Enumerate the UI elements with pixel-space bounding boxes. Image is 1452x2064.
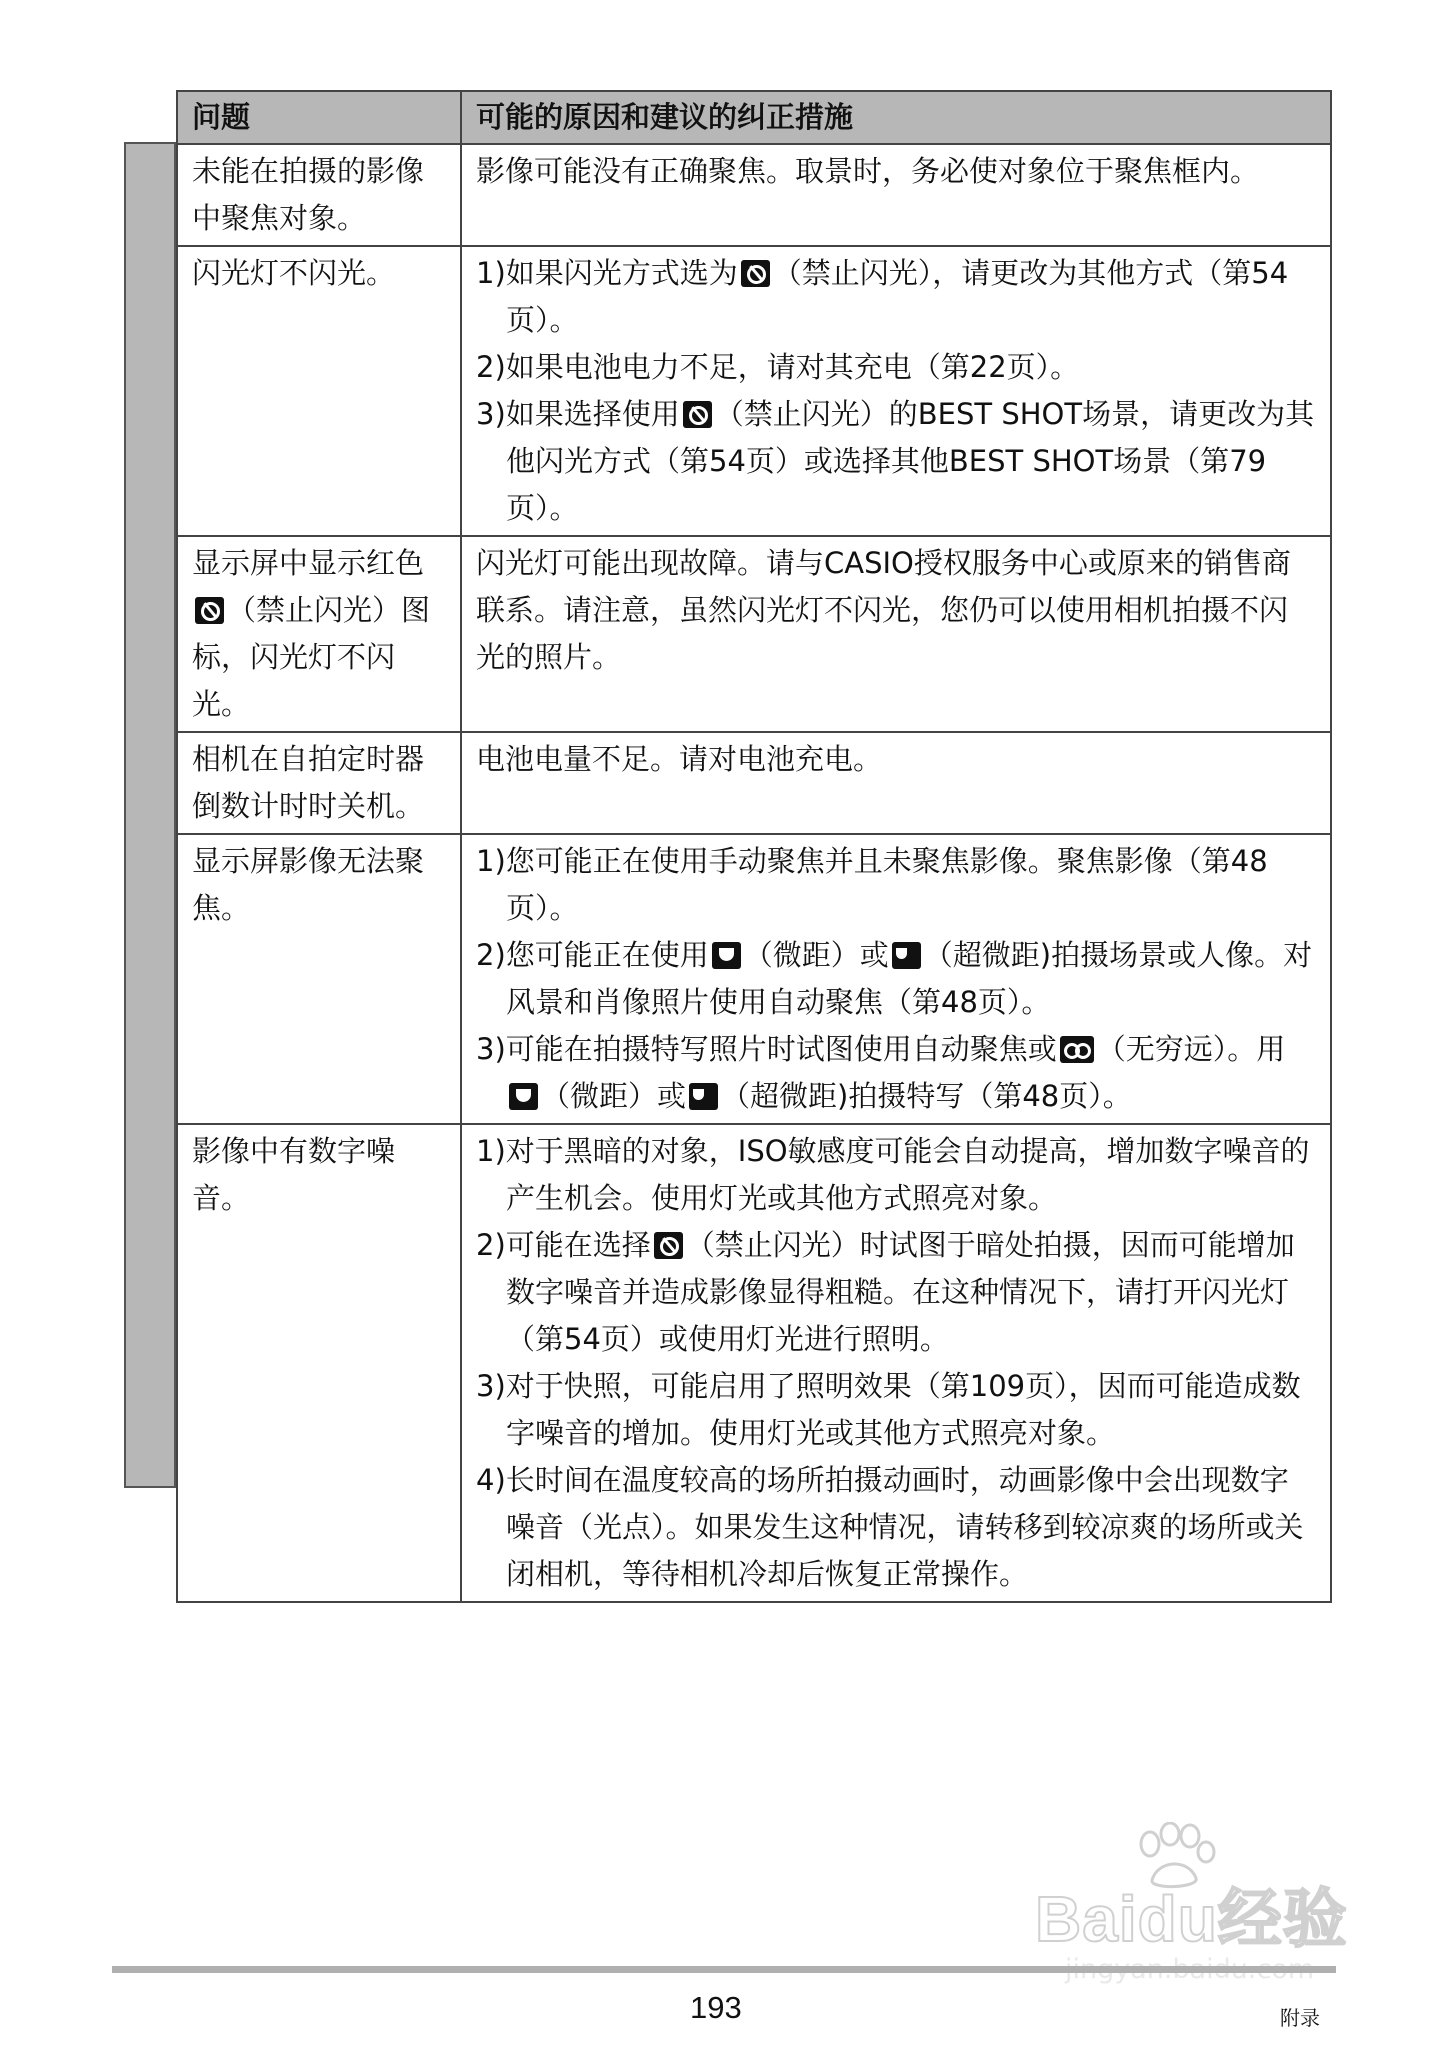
item-text: （微距）或	[743, 938, 889, 972]
solution-cell	[461, 246, 1331, 536]
table-row	[177, 1124, 1331, 1602]
solution-item	[476, 1026, 1316, 1120]
table-row	[177, 834, 1331, 1124]
solution-item	[476, 1222, 1316, 1363]
solution-cell: 电池电量不足。请对电池充电。	[461, 732, 1331, 834]
flash-off-icon	[195, 597, 224, 624]
flash-off-icon	[683, 401, 712, 428]
super-macro-icon	[689, 1083, 718, 1110]
item-text: （超微距)拍摄场景或人像。对风景和肖像照片使用自动聚焦（第48页）。	[506, 938, 1313, 1019]
problem-cell: 显示屏影像无法聚焦。	[177, 834, 461, 1124]
solution-cell	[461, 1124, 1331, 1602]
infinity-icon	[1060, 1036, 1094, 1063]
table-row	[177, 144, 1331, 246]
item-text: （禁止闪光）图标，闪光灯不闪光。	[192, 593, 431, 721]
macro-icon	[509, 1083, 538, 1110]
solution-cell	[461, 834, 1331, 1124]
item-text: 3)可能在拍摄特写照片时试图使用自动聚焦或	[476, 1032, 1057, 1066]
table-header-row	[177, 91, 1331, 144]
footer-divider	[112, 1966, 1336, 1973]
solution-cell: 影像可能没有正确聚焦。取景时，务必使对象位于聚焦框内。	[461, 144, 1331, 246]
item-text: 3)如果选择使用	[476, 397, 680, 431]
macro-icon	[712, 942, 741, 969]
section-label: 附录	[1280, 2006, 1320, 2030]
solution-item: 1)您可能正在使用手动聚焦并且未聚焦影像。聚焦影像（第48页）。	[476, 844, 1268, 925]
flash-off-icon	[654, 1232, 683, 1259]
solution-cell: 闪光灯可能出现故障。请与CASIO授权服务中心或原来的销售商联系。请注意，虽然闪光灯不闪光，您仍可以使用相机拍摄不闪光的照片。	[461, 536, 1331, 732]
section-side-tab	[124, 142, 176, 1488]
header-problem: 问题	[177, 91, 461, 144]
problem-cell	[177, 536, 461, 732]
baidu-watermark	[1005, 1820, 1365, 1970]
table-row	[177, 732, 1331, 834]
item-text: （超微距)拍摄特写（第48页）。	[721, 1079, 1132, 1113]
item-text: 1)如果闪光方式选为	[476, 256, 738, 290]
item-text: （禁止闪光）的BEST SHOT场景，请更改为其他闪光方式（第54页）或选择其他BEST SHOT场景（第79页）。	[506, 397, 1315, 525]
solution-item: 1)对于黑暗的对象，ISO敏感度可能会自动提高，增加数字噪音的产生机会。使用灯光或其他方式照亮对象。	[476, 1134, 1310, 1215]
item-text: 2)可能在选择	[476, 1228, 651, 1262]
page-number: 193	[690, 1990, 742, 2025]
table-row	[177, 246, 1331, 536]
table-row	[177, 536, 1331, 732]
item-text: （禁止闪光），请更改为其他方式（第54页）。	[506, 256, 1289, 337]
problem-cell: 闪光灯不闪光。	[177, 246, 461, 536]
item-text: （无穷远）。用	[1096, 1032, 1286, 1066]
troubleshooting-table	[176, 90, 1332, 1603]
item-text: 2)您可能正在使用	[476, 938, 709, 972]
problem-cell: 相机在自拍定时器倒数计时时关机。	[177, 732, 461, 834]
solution-item	[476, 932, 1316, 1026]
solution-item	[476, 250, 1316, 344]
watermark-logo: Baidu经验	[1035, 1883, 1348, 1955]
problem-cell: 未能在拍摄的影像中聚焦对象。	[177, 144, 461, 246]
solution-item	[476, 391, 1316, 532]
solution-item: 2)如果电池电力不足，请对其充电（第22页）。	[476, 350, 1080, 384]
solution-item: 3)对于快照，可能启用了照明效果（第109页），因而可能造成数字噪音的增加。使用灯光或其他方式照亮对象。	[476, 1369, 1301, 1450]
header-solution: 可能的原因和建议的纠正措施	[461, 91, 1331, 144]
flash-off-icon	[741, 260, 770, 287]
solution-item: 4)长时间在温度较高的场所拍摄动画时，动画影像中会出现数字噪音（光点）。如果发生这种情况，请转移到较凉爽的场所或关闭相机，等待相机冷却后恢复正常操作。	[476, 1463, 1304, 1591]
item-text: （微距）或	[541, 1079, 687, 1113]
problem-cell: 影像中有数字噪音。	[177, 1124, 461, 1602]
item-text: （禁止闪光）时试图于暗处拍摄，因而可能增加数字噪音并造成影像显得粗糙。在这种情况下，请打开闪光灯（第54页）或使用灯光进行照明。	[506, 1228, 1295, 1356]
item-text: 显示屏中显示红色	[192, 546, 425, 580]
super-macro-icon	[892, 942, 921, 969]
